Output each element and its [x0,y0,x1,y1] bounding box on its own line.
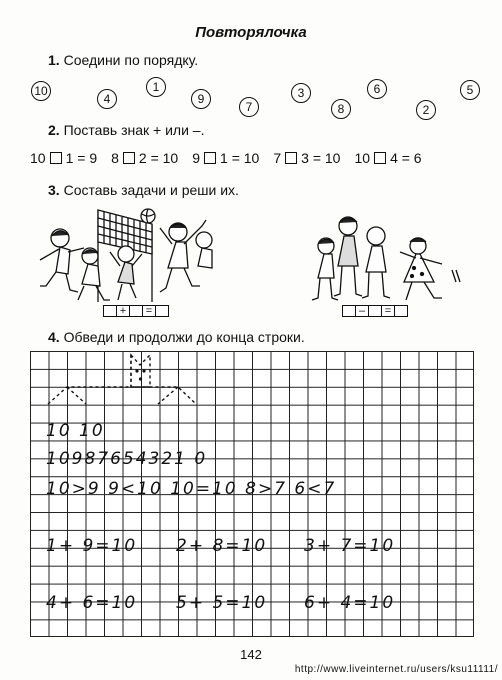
task-2-heading [48,122,204,138]
number-circle[interactable]: 7 [239,97,259,117]
equation-right: 2 = 10 [138,150,179,166]
page-title: Повторялочка [195,24,307,41]
handwriting-row: 5+ 5=10 [176,593,268,613]
equation-left: 7 [273,150,282,166]
equation-right: 3 = 10 [301,150,341,166]
answer-cell[interactable] [394,305,408,317]
number-circle[interactable]: 6 [367,79,387,99]
handwriting-row: 10 10 [46,421,105,441]
task-3-text: Составь задачи и реши их. [63,182,239,198]
sign-box[interactable] [50,152,62,164]
answer-cell[interactable] [103,305,117,317]
equation-right: 1 = 10 [220,150,260,166]
task-3-heading [48,182,239,198]
task-4-number: 4. [48,329,60,345]
answer-cell[interactable] [155,305,169,317]
equation [30,150,97,166]
answer-cell[interactable] [368,305,382,317]
handwriting-row: 2+ 8=10 [176,536,268,556]
answer-cell[interactable] [342,305,356,317]
handwriting-row: 1+ 9=10 [46,536,138,556]
task-3-number: 3. [48,182,60,198]
volleyball-kids-illustration [26,202,216,306]
number-circle[interactable]: 8 [331,99,351,119]
task-1-number: 1. [48,52,60,68]
handwriting-row: 10987654321 0 [46,449,208,469]
sign-box[interactable] [204,152,216,164]
sign-box[interactable] [123,152,135,164]
equation [273,150,340,166]
answer-boxes-1 [104,305,169,317]
sign-box[interactable] [285,152,297,164]
equation-left: 9 [192,150,201,166]
handwriting-row: 3+ 7=10 [304,536,396,556]
number-circle[interactable]: 2 [416,100,436,120]
task-1-heading [48,52,198,68]
equation-left: 10 [30,150,46,166]
number-circle[interactable]: 9 [191,89,211,109]
handwriting-row: 10>9 9<10 10=10 8>7 6<7 [46,479,337,499]
number-circle[interactable]: 1 [146,77,166,97]
equation [192,150,259,166]
equation-right: 4 = 6 [390,150,422,166]
task-4-text: Обведи и продолжи до конца строки. [63,329,305,345]
task-1-text: Соедини по порядку. [63,52,199,68]
equation [354,150,421,166]
equation-left: 8 [111,150,119,166]
source-url[interactable]: http://www.liveinternet.ru/users/ksu11111/ [294,664,498,675]
dotted-pattern [30,351,474,421]
number-circle[interactable]: 4 [97,89,117,109]
task-2-text: Поставь знак + или –. [63,122,205,138]
number-circle[interactable]: 5 [460,80,480,100]
page-number: 142 [240,647,262,662]
operator-cell: – [355,305,369,317]
handwriting-row: 6+ 4=10 [304,593,396,613]
equation-left: 10 [354,150,371,166]
equation-row [30,150,422,166]
task-4-heading [48,329,305,345]
number-circle[interactable]: 10 [31,81,51,101]
equals-cell: = [381,305,395,317]
answer-cell[interactable] [129,305,143,317]
equation [111,150,178,166]
standing-kids-illustration [306,210,466,306]
handwriting-row: 4+ 6=10 [46,593,138,613]
answer-boxes-2 [343,305,408,317]
task-2-number: 2. [48,122,60,138]
sign-box[interactable] [374,152,386,164]
number-circle[interactable]: 3 [291,83,311,103]
equation-right: 1 = 9 [65,150,98,166]
equals-cell: = [142,305,156,317]
operator-cell: + [116,305,130,317]
